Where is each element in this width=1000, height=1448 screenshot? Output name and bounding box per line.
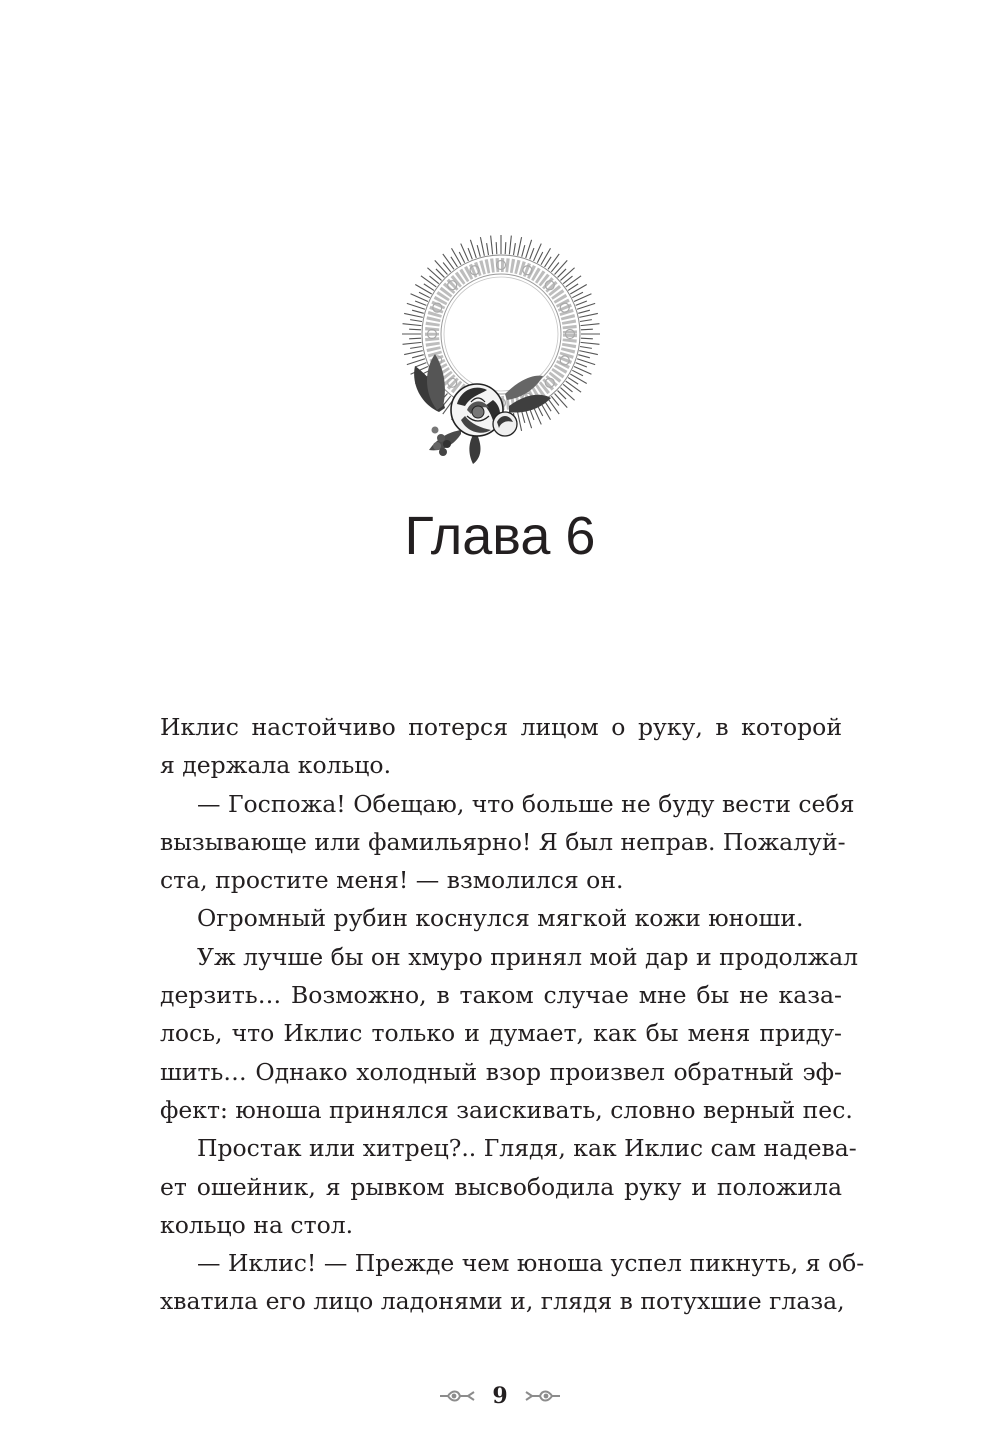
ornament-ray <box>409 329 421 330</box>
ornament-ray <box>522 245 525 257</box>
ornament-ray <box>580 320 592 322</box>
ornament-ray <box>505 242 506 254</box>
ornament-ray <box>424 284 434 291</box>
text-line: Иклис настойчиво потерся лицом о руку, в которой <box>160 713 842 741</box>
ornament-ray <box>576 301 587 305</box>
ornament-ray <box>509 236 511 255</box>
page-number: 9 <box>492 1383 508 1409</box>
ornament-ray <box>452 248 462 264</box>
ornament-ray <box>560 268 574 281</box>
ornament-ray <box>576 363 587 367</box>
ornament-ray <box>570 374 586 384</box>
text-line: Огромный рубин коснулся мягкой кожи юноши. <box>197 904 804 933</box>
ornament-ray <box>581 338 593 339</box>
ornament-ray <box>468 248 472 259</box>
text-line: ет ошейник, я рывком высвободила руку и положила <box>160 1172 842 1201</box>
ornament-ray <box>578 310 590 313</box>
ornament-ray <box>409 338 421 339</box>
ornament-ray <box>421 276 436 287</box>
ornament-ray <box>579 351 598 355</box>
ornament-ray <box>403 324 422 326</box>
text-line: хватила его лицо ладонями и, глядя в потухшие глаза, <box>160 1287 845 1316</box>
text-line: шить… Однако холодный взор произвел обратный эф- <box>160 1057 842 1086</box>
ornament-ray <box>435 260 448 274</box>
left-fleuron-icon <box>438 1386 478 1406</box>
text-line: Уж лучше бы он хмуро принял мой дар и продолжал <box>197 942 859 971</box>
ornament-ray <box>560 388 574 401</box>
text-line: кольцо на стол. <box>160 1210 354 1239</box>
ornament-ray <box>443 254 454 269</box>
ornament-ray <box>548 399 559 414</box>
ornament-ray <box>579 313 598 317</box>
ornament-ray <box>514 243 516 255</box>
ornament-ray <box>487 243 489 255</box>
ornament-ray <box>581 342 600 344</box>
body-text <box>160 708 865 1321</box>
lace-band <box>432 265 570 403</box>
text-line: я держала кольцо. <box>160 751 392 780</box>
ornament-ray <box>568 378 578 385</box>
ornament-ray <box>522 411 525 423</box>
ornament-ray <box>548 254 559 269</box>
text-line: вызывающе или фамильярно! Я был неправ. Пожалуй- <box>160 827 846 856</box>
chapter-ornament <box>401 234 601 464</box>
text-line: дерзить… Возможно, в таком случае мне бы не каза- <box>160 981 842 1010</box>
ornament-ray <box>581 329 593 330</box>
ornament-ray <box>572 370 583 375</box>
ornament-ray <box>518 237 522 256</box>
ornament-ray <box>412 310 424 313</box>
text-line: лось, что Иклис только и думает, как бы меня приду- <box>160 1019 842 1048</box>
ornament-ray <box>412 355 424 358</box>
ornament-ray <box>537 252 542 263</box>
ornament-ray <box>491 236 493 255</box>
ornament-ray <box>555 260 568 274</box>
ornament-ray <box>410 320 422 322</box>
ornament-ray <box>530 248 534 259</box>
ornament-ray <box>404 351 423 355</box>
ornament-ray <box>578 355 590 358</box>
ornament-ray <box>419 292 430 297</box>
chapter-title: Глава 6 <box>404 506 596 566</box>
ornament-ray <box>518 412 522 431</box>
page-folio <box>0 1376 1000 1416</box>
ornament-ray <box>541 248 551 264</box>
ornament-ray <box>403 342 422 344</box>
ornament-ray <box>568 284 578 291</box>
text-line: ста, простите меня! — взмолился он. <box>160 866 624 895</box>
ornament-ray <box>545 257 552 267</box>
ornament-ray <box>459 252 464 263</box>
text-line: — Госпожа! Обещаю, что больше не буду вести себя <box>197 789 855 818</box>
ornament-ray <box>415 285 431 295</box>
ornament-ray <box>496 242 497 254</box>
ornament-ray <box>427 268 441 281</box>
ornament-ray <box>581 324 600 326</box>
ornament-ray <box>404 313 423 317</box>
ornament-ray <box>566 381 581 392</box>
flower-cluster-icon <box>414 354 551 464</box>
ornament-ray <box>572 292 583 297</box>
ornament-ray <box>541 403 551 419</box>
ornament-ray <box>415 363 426 367</box>
text-line: фект: юноша принялся заискивать, словно верный пес. <box>160 1095 853 1124</box>
ornament-ray <box>570 285 586 295</box>
outer-ring <box>422 255 580 413</box>
ornament-ray <box>415 301 426 305</box>
ornament-ray <box>580 347 592 349</box>
right-fleuron-icon <box>522 1386 562 1406</box>
ornament-ray <box>555 393 568 407</box>
ornament-ray <box>451 257 458 267</box>
ornament-ray <box>410 347 422 349</box>
inner-ring-2 <box>444 277 558 391</box>
text-line: — Иклис! — Прежде чем юноша успел пикнуть, я об- <box>197 1249 865 1278</box>
text-line: Простак или хитрец?.. Глядя, как Иклис сам надева- <box>197 1134 857 1163</box>
ornament-ray <box>566 276 581 287</box>
ornament-ray <box>477 245 480 257</box>
ornament-ray <box>480 237 484 256</box>
